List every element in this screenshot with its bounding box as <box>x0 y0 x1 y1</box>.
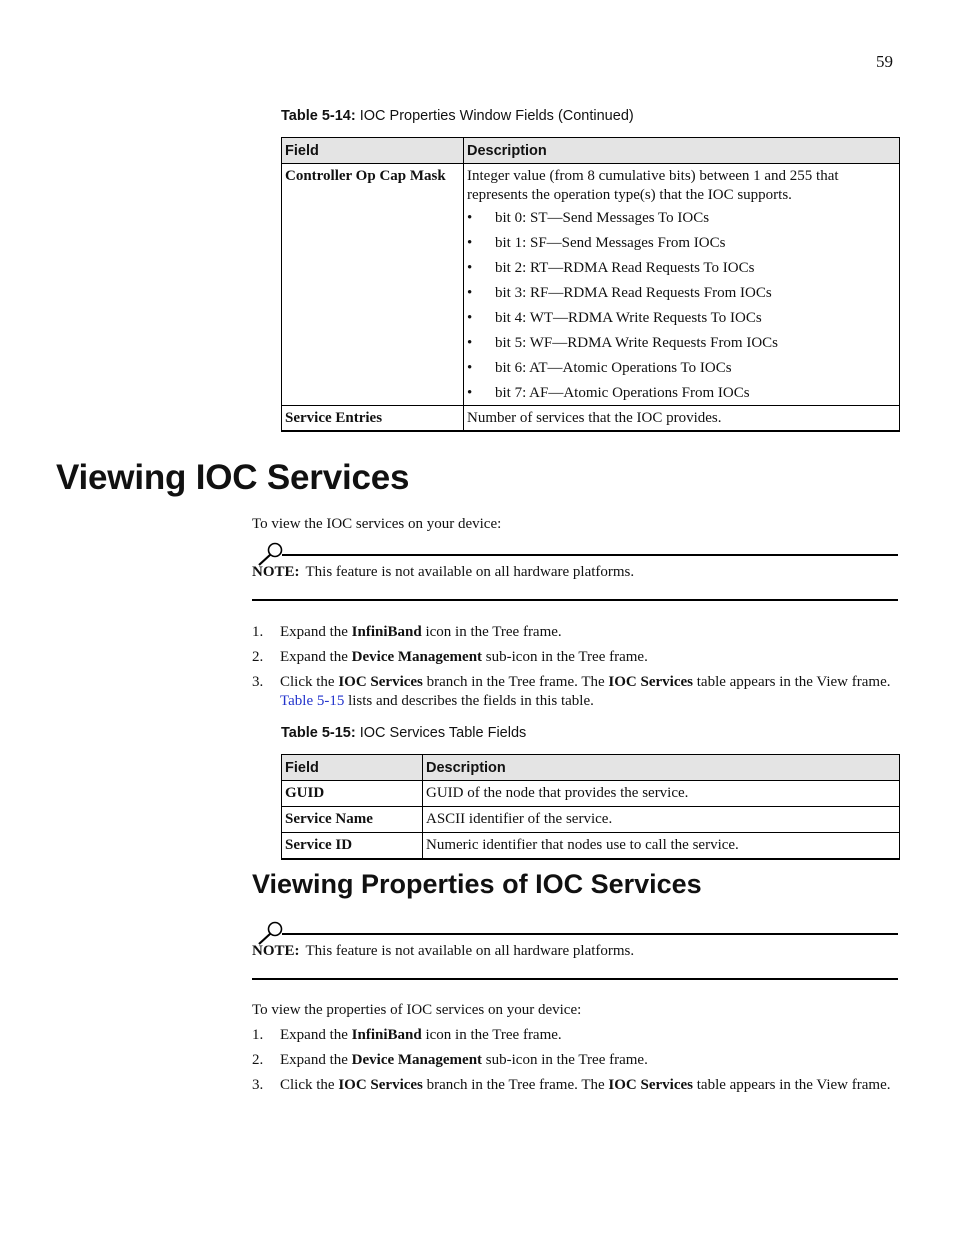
ioc-services-table <box>281 754 900 860</box>
table-caption-label: Table 5-14: <box>281 108 356 124</box>
field-cell: Service Entries <box>282 406 464 432</box>
table-header-row <box>282 138 900 164</box>
note-text: NOTE: This feature is not available on all hardware platforms. <box>252 564 635 580</box>
table-row <box>282 807 900 833</box>
section-heading: Viewing IOC Services <box>56 458 410 497</box>
list-item: 3. Click the IOC Services branch in the Tree frame. The IOC Services table appears in the View frame. <box>252 1077 891 1093</box>
table-caption-text: IOC Properties Window Fields (Continued) <box>355 108 634 124</box>
table-caption-label: Table 5-15: <box>281 725 356 741</box>
list-item: • bit 3: RF—RDMA Read Requests From IOCs <box>467 285 772 301</box>
table-link[interactable]: Table 5-15 <box>280 693 345 709</box>
description-text: Integer value (from 8 cumulative bits) between 1 and 255 that represents the operation type(s) that the IOC supports. <box>467 168 839 203</box>
field-cell: Service ID <box>282 833 423 859</box>
list-item: • bit 0: ST—Send Messages To IOCs <box>467 210 710 226</box>
page-number: 59 <box>876 52 893 71</box>
list-item: 1. Expand the InfiniBand icon in the Tree frame. <box>252 1027 562 1043</box>
intro-paragraph: To view the IOC services on your device: <box>252 516 502 532</box>
list-item: 1. Expand the InfiniBand icon in the Tree frame. <box>252 624 562 640</box>
field-cell: Service Name <box>282 807 423 833</box>
bit-list <box>467 209 896 403</box>
note-top-rule <box>282 554 898 556</box>
step-list <box>252 623 892 717</box>
note-bottom-rule <box>252 978 898 980</box>
description-cell: ASCII identifier of the service. <box>423 807 900 833</box>
table-caption <box>281 725 526 741</box>
step-list <box>252 1026 892 1101</box>
table-row <box>282 833 900 859</box>
column-header-field: Field <box>282 755 423 781</box>
field-cell: Controller Op Cap Mask <box>282 164 464 406</box>
list-item: 2. Expand the Device Management sub-icon in the Tree frame. <box>252 649 648 665</box>
field-cell: GUID <box>282 781 423 807</box>
column-header-description: Description <box>423 755 900 781</box>
intro-paragraph: To view the properties of IOC services on your device: <box>252 1002 582 1018</box>
list-item: • bit 1: SF—Send Messages From IOCs <box>467 235 726 251</box>
note-box <box>252 541 898 603</box>
table-header-row <box>282 755 900 781</box>
list-item: • bit 2: RT—RDMA Read Requests To IOCs <box>467 260 755 276</box>
list-item: • bit 6: AT—Atomic Operations To IOCs <box>467 360 732 376</box>
column-header-description: Description <box>464 138 900 164</box>
table-row <box>282 406 900 432</box>
list-item: 2. Expand the Device Management sub-icon in the Tree frame. <box>252 1052 648 1068</box>
column-header-field: Field <box>282 138 464 164</box>
note-text: NOTE: This feature is not available on all hardware platforms. <box>252 943 635 959</box>
table-row <box>282 164 900 406</box>
list-item: 3. Click the IOC Services branch in the Tree frame. The IOC Services table appears in the View frame. Table 5-15 lists and describes the fields in this table. <box>252 674 891 709</box>
table-row <box>282 781 900 807</box>
list-item: • bit 5: WF—RDMA Write Requests From IOCs <box>467 335 779 351</box>
list-item: • bit 4: WT—RDMA Write Requests To IOCs <box>467 310 762 326</box>
subsection-heading: Viewing Properties of IOC Services <box>252 869 702 899</box>
description-cell <box>464 164 900 406</box>
description-cell: Numeric identifier that nodes use to call the service. <box>423 833 900 859</box>
list-item: • bit 7: AF—Atomic Operations From IOCs <box>467 385 750 401</box>
note-box <box>252 920 898 982</box>
table-caption-text: IOC Services Table Fields <box>355 725 527 741</box>
description-cell: GUID of the node that provides the service. <box>423 781 900 807</box>
note-top-rule <box>282 933 898 935</box>
note-bottom-rule <box>252 599 898 601</box>
ioc-properties-table <box>281 137 900 432</box>
table-caption <box>281 108 634 124</box>
description-cell: Number of services that the IOC provides. <box>464 406 900 432</box>
